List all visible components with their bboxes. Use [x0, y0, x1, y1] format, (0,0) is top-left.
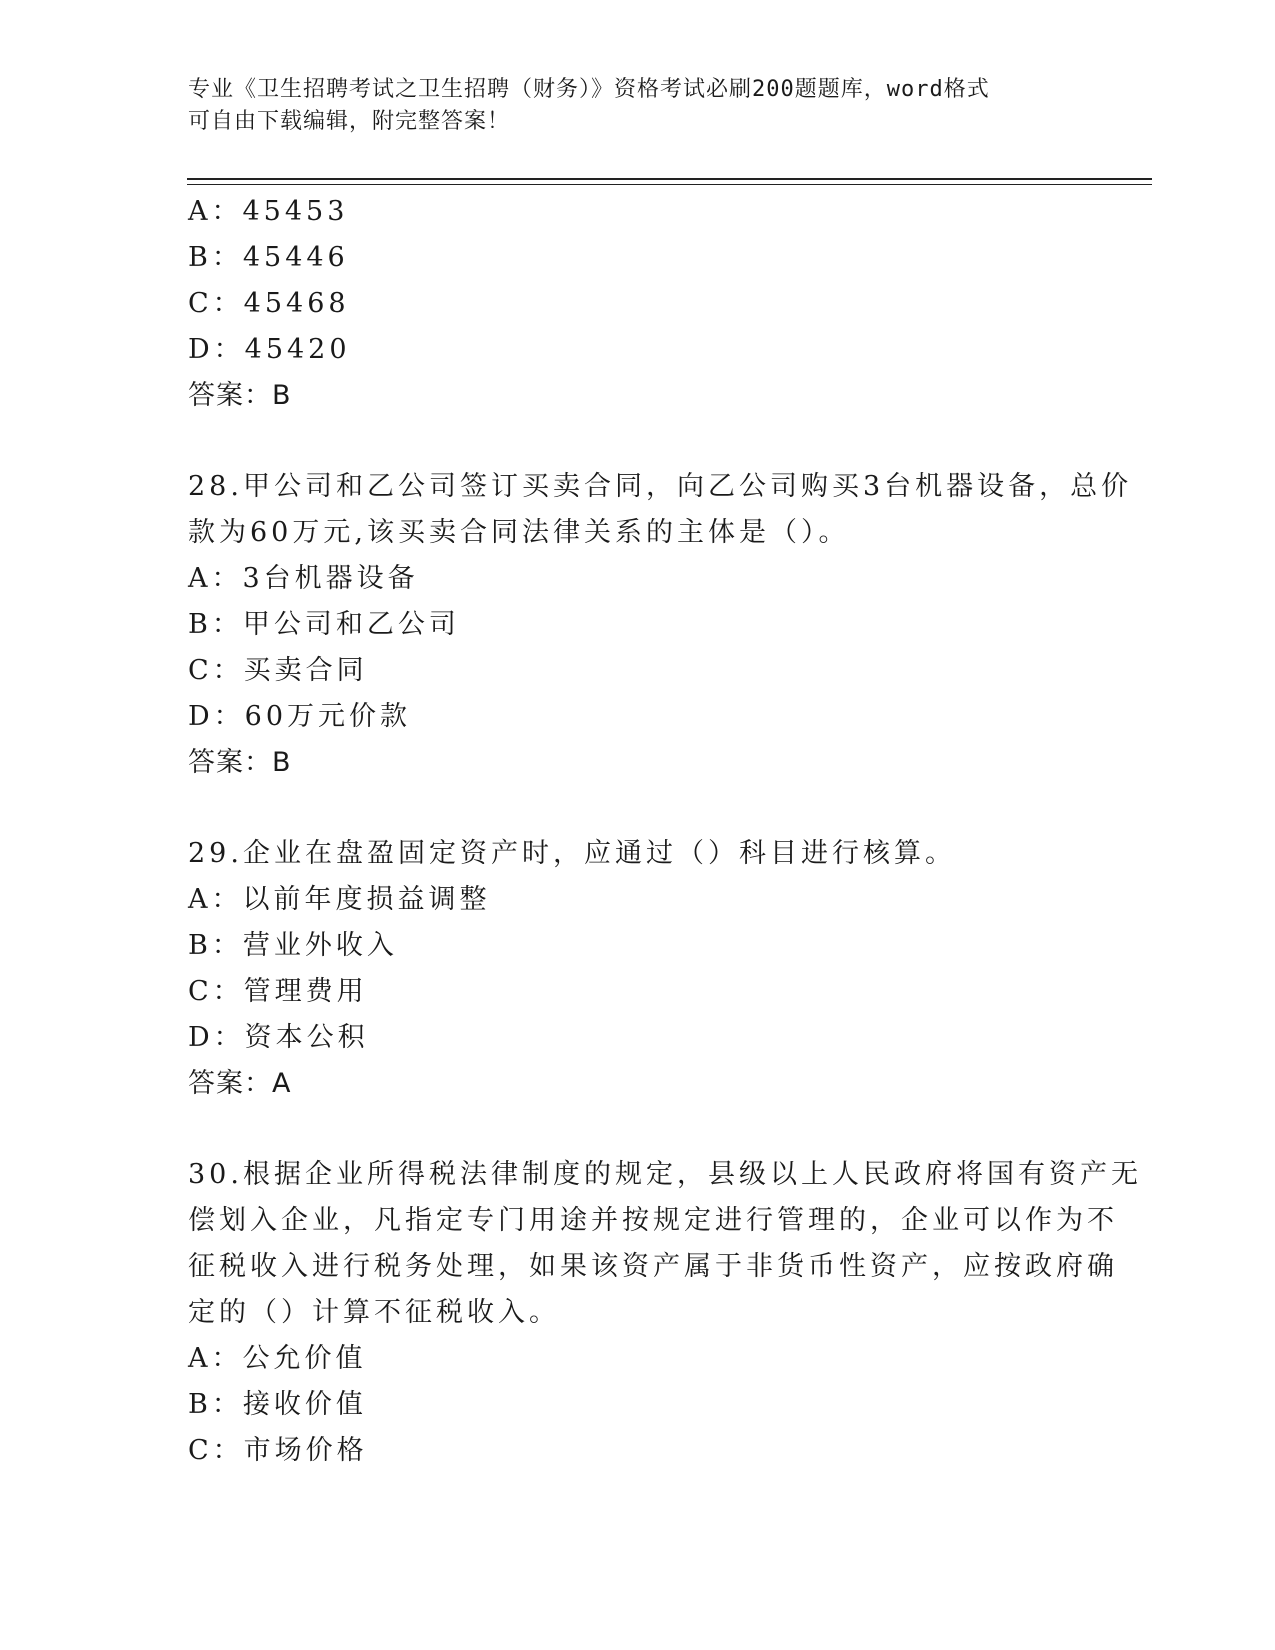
option-a: A：公允价值	[188, 1343, 367, 1374]
option-b: B：45446	[188, 242, 349, 273]
question-stem-line: 定的（）计算不征税收入。	[188, 1297, 560, 1328]
question-stem-line: 征税收入进行税务处理，如果该资产属于非货币性资产，应按政府确	[188, 1251, 1118, 1282]
question-stem-line: 款为60万元,该买卖合同法律关系的主体是（）。	[188, 517, 850, 548]
header-divider-thick	[187, 178, 1152, 180]
option-b: B：甲公司和乙公司	[188, 609, 460, 640]
question-spacer	[188, 419, 1068, 464]
question-stem-line: 偿划入企业，凡指定专门用途并按规定进行管理的，企业可以作为不	[188, 1205, 1118, 1236]
question-spacer	[188, 786, 1068, 831]
option-d: D：资本公积	[188, 1022, 369, 1053]
option-d: D：60万元价款	[188, 701, 412, 732]
header-line-2: 可自由下载编辑，附完整答案！	[188, 109, 511, 134]
option-b: B：营业外收入	[188, 930, 398, 961]
option-c: C：45468	[188, 288, 350, 319]
question-list	[188, 189, 1142, 1474]
option-b: B：接收价值	[188, 1389, 367, 1420]
question-27	[188, 189, 1068, 419]
answer-line: 答案：B	[188, 380, 292, 411]
answer-line: 答案：B	[188, 747, 292, 778]
option-c: C：买卖合同	[188, 655, 368, 686]
question-stem-line: 28.甲公司和乙公司签订买卖合同，向乙公司购买3台机器设备，总价	[188, 471, 1133, 502]
question-29	[188, 831, 1068, 1107]
option-c: C：市场价格	[188, 1435, 368, 1466]
option-a: A：45453	[188, 196, 349, 227]
document-header	[188, 74, 1068, 138]
option-a: A：以前年度损益调整	[188, 884, 491, 915]
option-a: A：3台机器设备	[188, 563, 419, 594]
question-stem-line: 30.根据企业所得税法律制度的规定，县级以上人民政府将国有资产无	[188, 1159, 1142, 1190]
header-line-1: 专业《卫生招聘考试之卫生招聘（财务）》资格考试必刷200题题库，word格式	[188, 77, 990, 102]
option-d: D：45420	[188, 334, 351, 365]
option-c: C：管理费用	[188, 976, 368, 1007]
answer-line: 答案：A	[188, 1068, 292, 1099]
question-28	[188, 464, 1133, 786]
header-divider-thin	[187, 184, 1152, 185]
question-30	[188, 1152, 1142, 1474]
question-stem-line: 29.企业在盘盈固定资产时，应通过（）科目进行核算。	[188, 838, 956, 869]
question-spacer	[188, 1107, 1068, 1152]
